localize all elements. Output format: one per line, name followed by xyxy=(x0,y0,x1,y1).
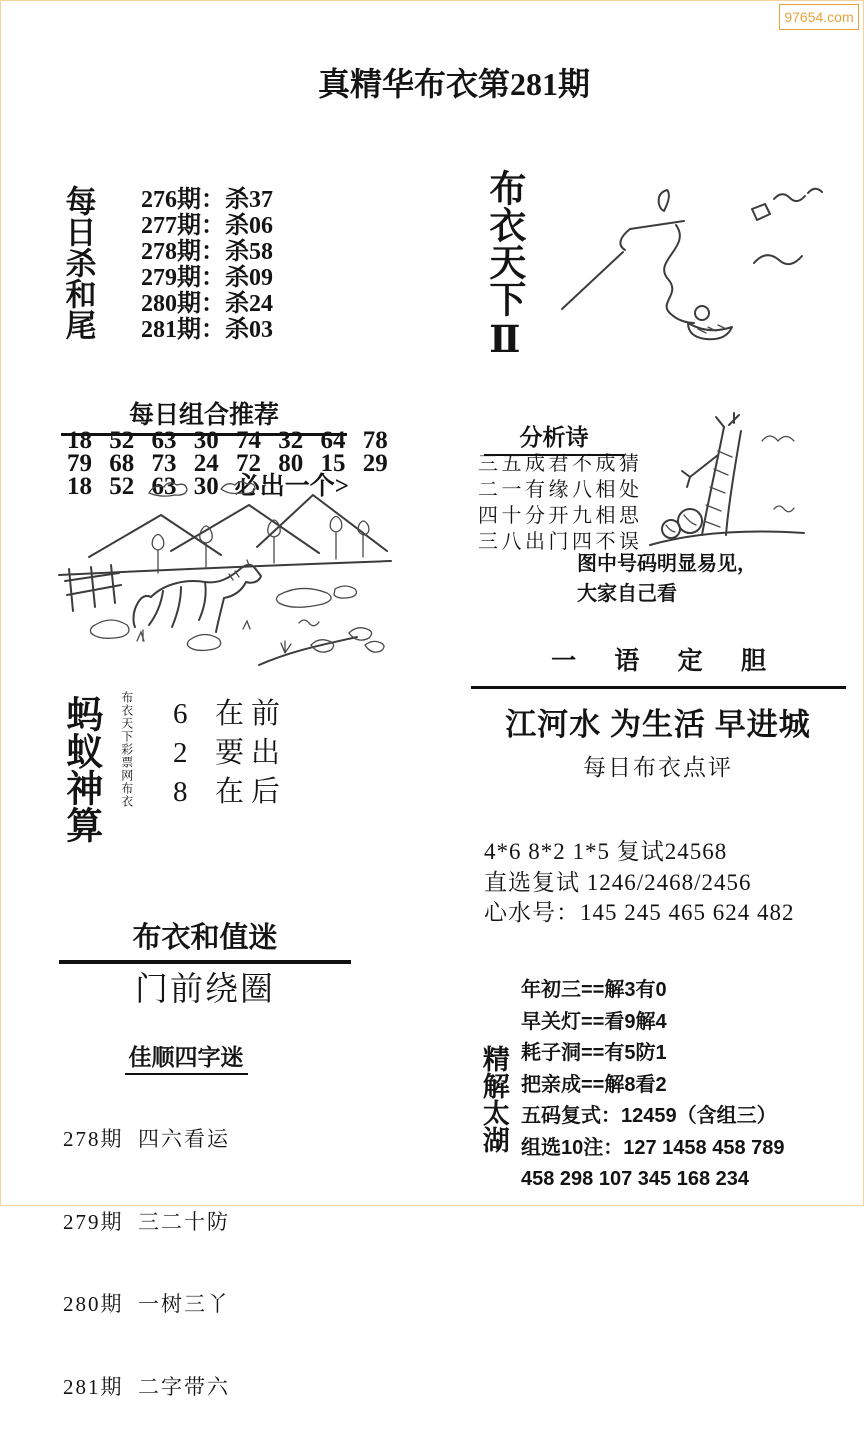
combo-row-numbers: 18 52 63 30 xyxy=(67,473,219,500)
jiashun-row: 281期 二字带六 xyxy=(63,1374,230,1399)
analysis-note xyxy=(577,549,757,609)
tianxia-title: 布衣天下Ⅱ xyxy=(482,169,524,361)
kill-row: 276期：杀37 xyxy=(141,187,273,213)
taihu-line: 耗子洞==有5防1 xyxy=(521,1042,667,1064)
poem-line: 二一有缘八相处 xyxy=(478,479,643,501)
daily-kill-title: 每日杀和尾 xyxy=(60,185,96,340)
horse-landscape-sketch xyxy=(53,477,399,669)
ant-phrase: 要出 xyxy=(215,737,288,769)
ant-phrase: 在后 xyxy=(215,776,288,808)
analysis-poem-title: 分析诗 xyxy=(484,419,624,456)
ant-digit: 8 xyxy=(173,776,188,808)
ant-row xyxy=(173,769,287,808)
ant-row xyxy=(173,691,287,730)
jiashun-row: 280期 一树三丫 xyxy=(63,1292,230,1316)
taihu-line: 年初三==解3有0 xyxy=(521,979,667,1001)
tree-sketch xyxy=(644,415,810,565)
ant-phrase: 在前 xyxy=(215,698,288,730)
combo-row: 79 68 73 24 72 80 15 29 xyxy=(67,450,388,477)
poem-line: 三八出门四不误 xyxy=(478,531,643,553)
ant-oracle-rows xyxy=(173,691,287,808)
taihu-line: 把亲成==解8看2 xyxy=(521,1073,667,1096)
ink-doodle-sketch xyxy=(546,167,842,349)
jiashun-title: 佳顺四字迷 xyxy=(125,1039,248,1075)
kill-row: 278期：杀58 xyxy=(141,239,273,265)
jiashun-row: 278期 四六看运 xyxy=(63,1127,230,1151)
taihu-line: 458 298 107 345 168 234 xyxy=(521,1168,749,1190)
commentary-line: 心水号：145 245 465 624 482 xyxy=(484,900,795,925)
kill-row: 280期：杀24 xyxy=(141,291,273,317)
ant-digit: 6 xyxy=(173,698,188,730)
daily-kill-list xyxy=(141,187,273,343)
jiashun-row: 279期 三二十防 xyxy=(63,1209,230,1234)
jiashun-title-wrap xyxy=(81,1039,291,1075)
combo-row-note: 必出一个> xyxy=(234,473,349,500)
taihu-line: 早关灯==看9解4 xyxy=(521,1010,667,1033)
kill-row: 277期：杀06 xyxy=(141,213,273,239)
ant-row xyxy=(173,730,287,769)
taihu-line: 组选10注：127 1458 458 789 xyxy=(521,1136,785,1159)
jiashun-rows xyxy=(63,1071,230,1456)
dingdan-phrase: 江河水 为生活 早进城 xyxy=(505,707,811,742)
note-line: 大家自己看 xyxy=(577,583,677,605)
hezhi-riddle-answer: 门前绕圈 xyxy=(135,972,275,1008)
commentary-line: 直选复试 1246/2468/2456 xyxy=(484,869,752,895)
page-title: 真精华布衣第281期 xyxy=(317,66,590,102)
ant-digit: 2 xyxy=(173,737,188,769)
poem-line: 四十分开九相思 xyxy=(478,505,643,527)
taihu-line: 五码复式：12459（含组三） xyxy=(521,1105,777,1127)
hezhi-riddle-title: 布衣和值迷 xyxy=(59,915,351,964)
combo-row: 18 52 63 30 74 32 64 78 xyxy=(67,427,388,454)
kill-row: 281期：杀03 xyxy=(141,317,273,343)
watermark-link[interactable]: 97654.com xyxy=(779,4,859,30)
ant-watermark: 布衣天下彩票网布衣 xyxy=(119,691,134,808)
combo-title: 每日组合推荐 xyxy=(61,395,347,436)
ant-oracle-title: 蚂蚁神算 xyxy=(59,695,101,843)
dingdan-title: 一 语 定 胆 xyxy=(471,641,846,689)
taihu-title: 精解太湖 xyxy=(478,1045,509,1153)
commentary-numbers xyxy=(484,837,795,929)
note-line: 图中号码明显易见， xyxy=(577,553,757,575)
taihu-lines xyxy=(521,975,785,1196)
commentary-line: 4*6 8*2 1*5 复试24568 xyxy=(484,839,728,864)
dingdan-subtitle: 每日布衣点评 xyxy=(583,755,733,780)
poem-line: 三五成君不成猜 xyxy=(478,453,643,475)
kill-row: 279期：杀09 xyxy=(141,265,273,291)
analysis-poem xyxy=(478,451,643,555)
